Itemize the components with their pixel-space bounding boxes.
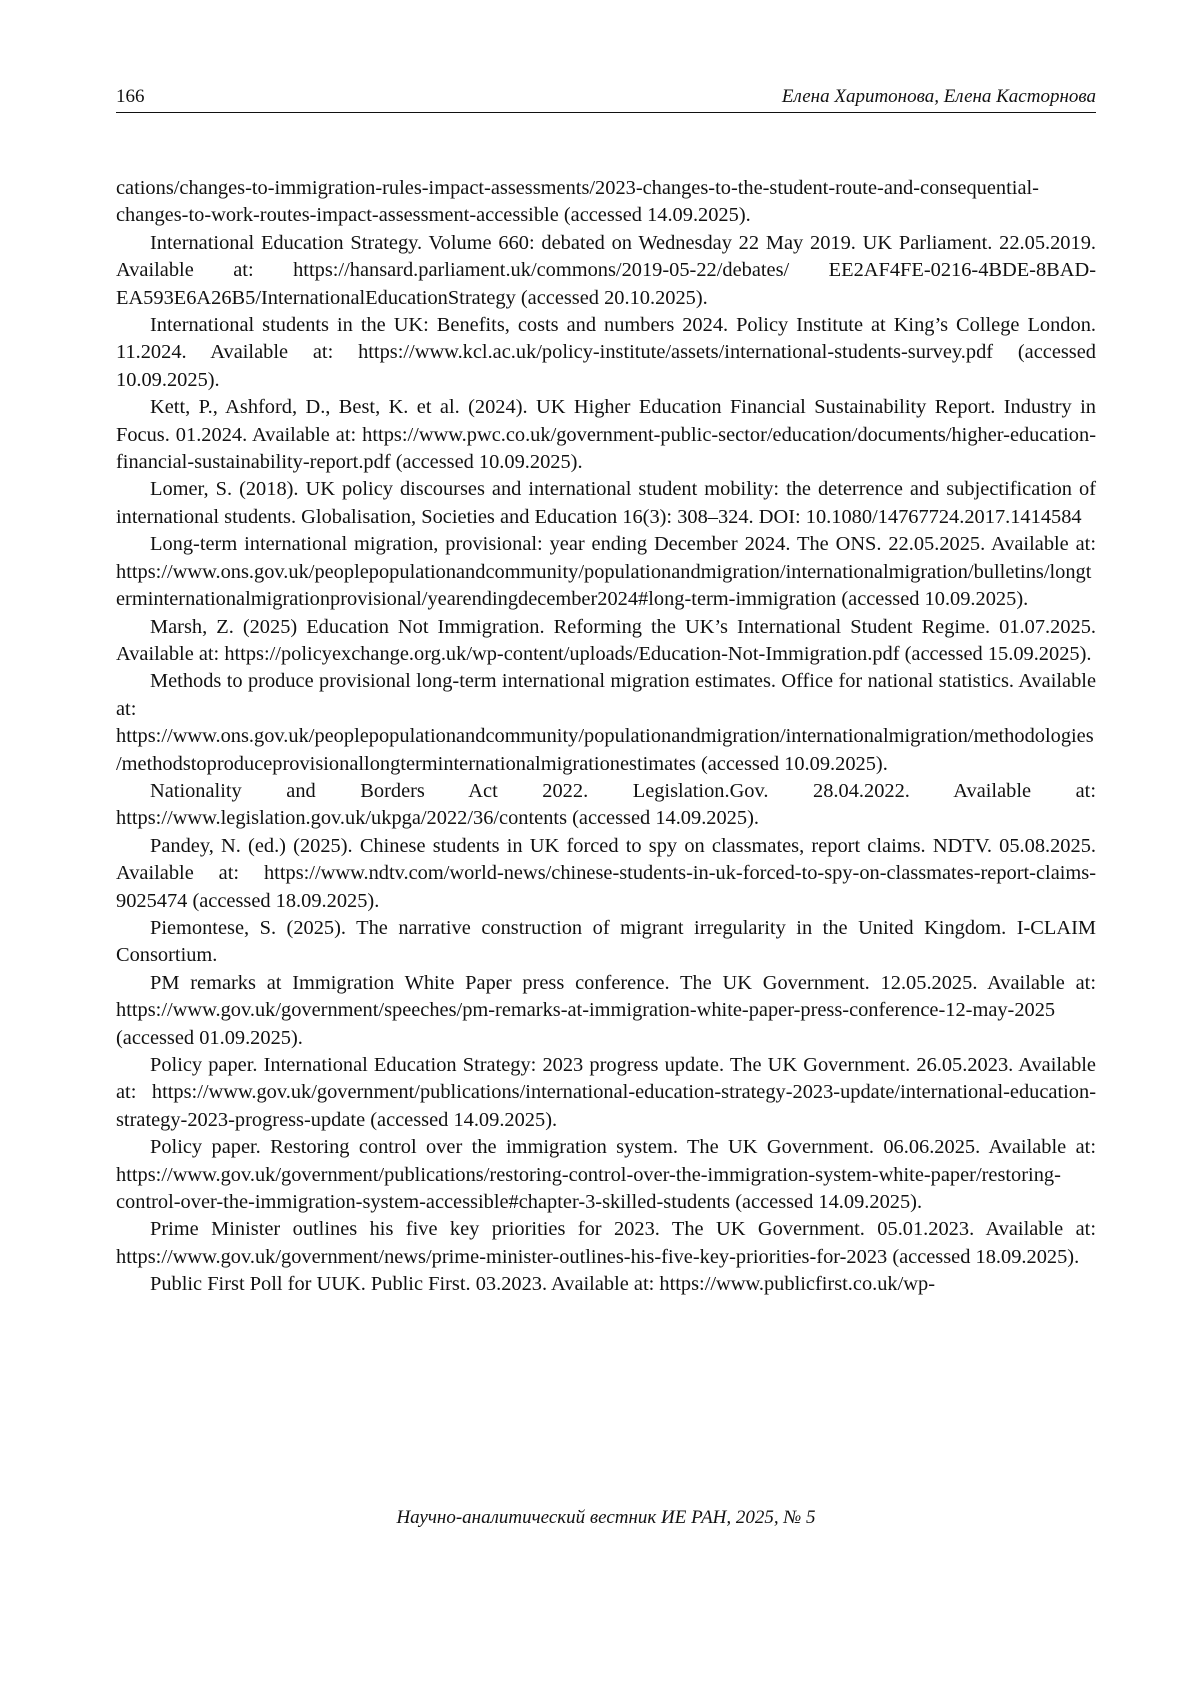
reference-entry: International students in the UK: Benefits, costs and numbers 2024. Policy Institute at King’s College London. 11.2024. Available at: https://www.kcl.ac.uk/policy-institute/assets/international-students-survey.pdf (accessed 10.09.2025). [116,314,1096,391]
reference-entry: Marsh, Z. (2025) Education Not Immigration. Reforming the UK’s International Student Regime. 01.07.2025. Available at: https://policyexchange.org.uk/wp-content/uploads/Education-Not-Immigration.pdf (accessed 15.09.2025). [116,615,1096,665]
reference-entry: PM remarks at Immigration White Paper press conference. The UK Government. 12.05.2025. Available at: https://www.gov.uk/government/speeches/pm-remarks-at-immigration-white-paper-press-conference-12-may-2025 (accessed 01.09.2025). [116,971,1096,1049]
reference-entry: International Education Strategy. Volume 660: debated on Wednesday 22 May 2019. UK Parliament. 22.05.2019. Available at: https://hansard.parliament.uk/commons/2019-05-22/debates/ EE2AF4FE-0216-4BDE-8BAD-EA593E6A26B5/InternationalEducationStrategy (accessed 20.10.2025). [116,231,1096,309]
page-number: 166 [116,86,145,107]
page-footer-journal: Научно-аналитический вестник ИЕ РАН, 2025, № 5 [396,1507,816,1528]
reference-entry: Policy paper. Restoring control over the immigration system. The UK Government. 06.06.2025. Available at: https://www.gov.uk/government/publications/restoring-control-over-the-immigration-system-white-paper/restoring-control-over-the-immigration-system-accessible#chapter-3-skilled-students (accessed 14.09.2025). [116,1136,1096,1214]
reference-entry: Pandey, N. (ed.) (2025). Chinese students in UK forced to spy on classmates, report claims. NDTV. 05.08.2025. Available at: https://www.ndtv.com/world-news/chinese-students-in-uk-forced-to-spy-on-classmates-report-claims-9025474 (accessed 18.09.2025). [116,834,1096,912]
reference-entry: Lomer, S. (2018). UK policy discourses and international student mobility: the deterrence and subjectification of international students. Globalisation, Societies and Education 16(3): 308–324. DOI: 10.1080/14767724.2017.1414584 [116,478,1096,528]
reference-list [116,175,1096,1299]
running-head-authors: Елена Харитонова, Елена Касторнова [781,86,1096,107]
reference-entry: Kett, P., Ashford, D., Best, K. et al. (2024). UK Higher Education Financial Sustainability Report. Industry in Focus. 01.2024. Available at: https://www.pwc.co.uk/government-public-sector/education/documents/higher-education-financial-sustainability-report.pdf (accessed 10.09.2025). [116,396,1096,474]
page-header [116,86,1096,113]
reference-entry: Piemontese, S. (2025). The narrative construction of migrant irregularity in the United Kingdom. I-CLAIM Consortium. [116,916,1096,967]
reference-entry: Nationality and Borders Act 2022. Legislation.Gov. 28.04.2022. Available at: https://www.legislation.gov.uk/ukpga/2022/36/contents (accessed 14.09.2025). [116,779,1096,830]
reference-entry: Methods to produce provisional long-term international migration estimates. Office for national statistics. Available at: https://www.ons.gov.uk/peoplepopulationandcommunity/populationandmigration/internationalmigration/methodologies/methodstoproduceprovisionallongterminternationalmigrationestimates (accessed 10.09.2025). [116,670,1096,775]
reference-entry: Prime Minister outlines his five key priorities for 2023. The UK Government. 05.01.2023. Available at: https://www.gov.uk/government/news/prime-minister-outlines-his-five-key-priorities-for-2023 (accessed 18.09.2025). [116,1218,1096,1268]
reference-entry: Long-term international migration, provisional: year ending December 2024. The ONS. 22.05.2025. Available at: https://www.ons.gov.uk/peoplepopulationandcommunity/populationandmigration/internationalmigration/bulletins/longterminternationalmigrationprovisional/yearendingdecember2024#long-term-immigration (accessed 10.09.2025). [116,533,1096,611]
reference-entry: Public First Poll for UUK. Public First. 03.2023. Available at: https://www.publicfirst.co.uk/wp- [150,1273,935,1296]
reference-entry: Policy paper. International Education Strategy: 2023 progress update. The UK Government. 26.05.2023. Available at: https://www.gov.uk/government/publications/international-education-strategy-2023-update/international-education-strategy-2023-progress-update (accessed 14.09.2025). [116,1054,1096,1131]
reference-entry-continued: cations/changes-to-immigration-rules-impact-assessments/2023-changes-to-the-student-route-and-consequential-changes-to-work-routes-impact-assessment-accessible (accessed 14.09.2025). [116,177,1039,227]
